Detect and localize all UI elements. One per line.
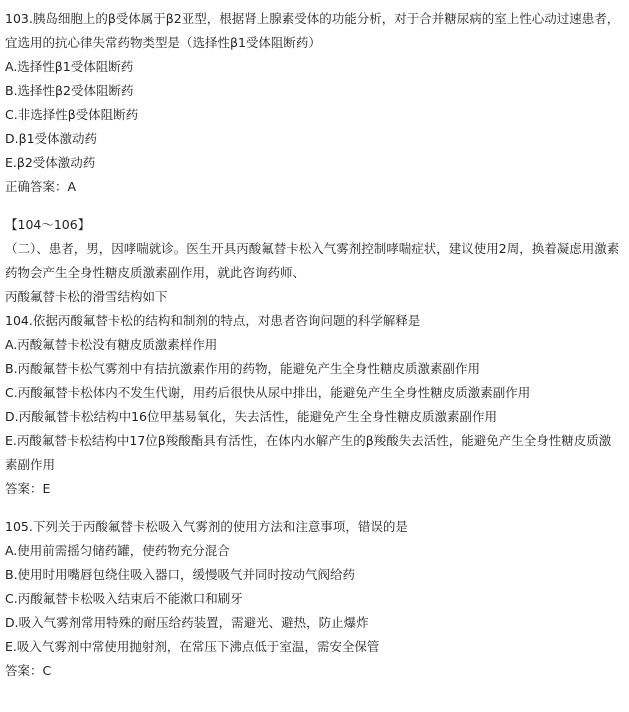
answer-103: 正确答案：A <box>5 179 77 194</box>
case-intro-continued: 丙酸氟替卡松的滑雪结构如下 <box>5 289 168 304</box>
option-b: B.使用时用嘴唇包绕住吸入器口，缓慢吸气并同时按动气阀给药 <box>5 567 356 582</box>
option-a: A.丙酸氟替卡松没有糖皮质激素样作用 <box>5 337 218 352</box>
option-d: D.β1受体激动药 <box>5 131 98 146</box>
option-c: C.丙酸氟替卡松体内不发生代谢，用药后很快从尿中排出，能避免产生全身性糖皮质激素副作用 <box>5 385 531 400</box>
answer-104: 答案：E <box>5 481 51 496</box>
option-b: B.选择性β2受体阻断药 <box>5 83 134 98</box>
option-c: C.丙酸氟替卡松吸入结束后不能漱口和刷牙 <box>5 591 243 606</box>
option-a: A.选择性β1受体阻断药 <box>5 59 134 74</box>
answer-105: 答案：C <box>5 663 52 678</box>
option-d: D.丙酸氟替卡松结构中16位甲基易氧化，失去活性，能避免产生全身性糖皮质激素副作用 <box>5 409 498 424</box>
option-c: C.非选择性β受体阻断药 <box>5 107 139 122</box>
case-intro: （二）、患者，男，因哮喘就诊。医生开具丙酸氟替卡松入气雾剂控制哮喘症状，建议使用2周，换着凝虑用激素药物会产生全身性糖皮质激素副作用，就此咨询药师、 <box>5 241 620 280</box>
document-body <box>5 7 623 683</box>
option-e: E.吸入气雾剂中常使用抛射剂，在常压下沸点低于室温，需安全保管 <box>5 639 380 654</box>
option-e: E.β2受体激动药 <box>5 155 96 170</box>
option-e: E.丙酸氟替卡松结构中17位β羧酸酯具有活性，在体内水解产生的β羧酸失去活性，能避免产生全身性糖皮质激素副作用 <box>5 433 612 472</box>
question-104-stem: 104.依据丙酸氟替卡松的结构和制剂的特点，对患者咨询问题的科学解释是 <box>5 313 421 328</box>
group-header: 【104～106】 <box>5 217 91 232</box>
option-d: D.吸入气雾剂常用特殊的耐压给药装置，需避光、避热，防止爆炸 <box>5 615 369 630</box>
option-b: B.丙酸氟替卡松气雾剂中有拮抗激素作用的药物，能避免产生全身性糖皮质激素副作用 <box>5 361 481 376</box>
question-103-stem: 103.胰岛细胞上的β受体属于β2亚型，根据肾上腺素受体的功能分析，对于合并糖尿病的室上性心动过速患者，宜选用的抗心律失常药物类型是（选择性β1受体阻断药） <box>5 11 620 50</box>
option-a: A.使用前需摇匀储药罐，使药物充分混合 <box>5 543 230 558</box>
question-105-stem: 105.下列关于丙酸氟替卡松吸入气雾剂的使用方法和注意事项，错误的是 <box>5 519 408 534</box>
